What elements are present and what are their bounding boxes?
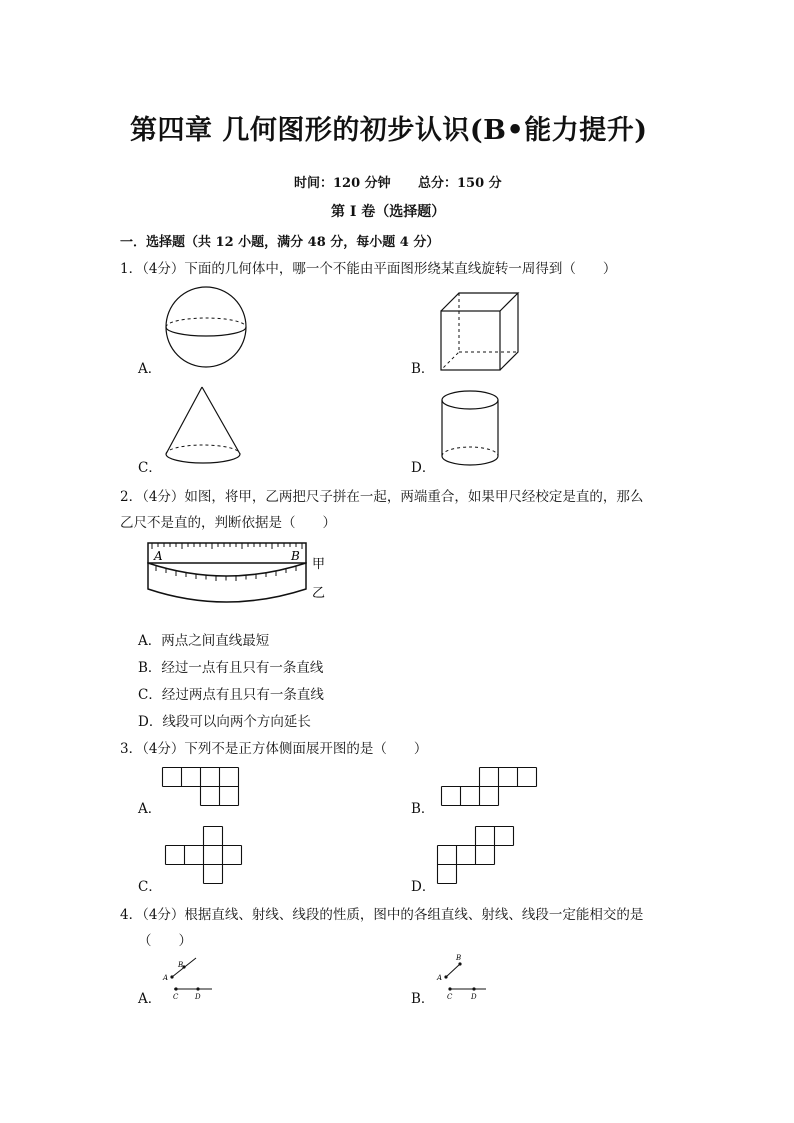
question-4-line-1: 4．（4分）根据直线、射线、线段的性质，图中的各组直线、射线、线段一定能相交的是 [120,907,644,923]
ruler-yi-label: 乙 [312,586,326,601]
cube-figure [440,292,520,372]
net-b-figure [441,767,541,807]
volume-heading: 第 I 卷（选择题） [331,204,446,220]
q1-option-c-label: C． [138,460,162,476]
time-label: 时间：120 分钟 [294,176,391,191]
section-heading: 一．选择题（共 12 小题，满分 48 分，每小题 4 分） [120,235,440,250]
score-label: 总分：150 分 [418,176,502,191]
ruler-jia-label: 甲 [312,557,326,572]
q4b-label-a: A [437,974,443,982]
ruler-point-a: A [154,549,163,563]
net-d-figure [437,826,517,886]
q4a-label-a: A [163,974,169,982]
question-2-line-2: 乙尺不是直的，判断依据是（ ） [120,515,336,531]
page-title: 第四章 几何图形的初步认识(B•能力提升) [130,115,648,146]
q3-option-d-label: D． [411,879,436,895]
q2-option-d: D．线段可以向两个方向延长 [138,714,311,730]
q4-figure-b [436,955,496,1005]
q4-figure-a [162,955,222,1005]
question-3: 3．（4分）下列不是正方体侧面展开图的是（ ） [120,741,428,757]
q1-option-d-label: D． [411,460,436,476]
q2-option-c: C．经过两点有且只有一条直线 [138,687,324,703]
q4b-label-b: B [456,954,462,962]
cylinder-figure [441,390,501,470]
q4a-label-d: D [195,993,201,1001]
question-1: 1．（4分）下面的几何体中，哪一个不能由平面图形绕某直线旋转一周得到（ ） [120,261,617,277]
q4b-label-d: D [471,993,477,1001]
sphere-figure [160,286,252,372]
question-4-line-2: （ ） [138,933,192,949]
net-c-figure [165,826,245,886]
q4a-label-b: B [178,961,184,969]
q2-option-a: A．两点之间直线最短 [138,633,270,649]
q4b-label-c: C [447,993,453,1001]
cone-figure [164,386,244,470]
q4-option-a-label: A． [138,991,162,1007]
q1-option-b-label: B． [411,361,435,377]
q1-option-a-label: A． [138,361,162,377]
q4-option-b-label: B． [411,991,435,1007]
q3-option-c-label: C． [138,879,162,895]
rulers-figure [146,541,326,611]
question-2-line-1: 2．（4分）如图，将甲，乙两把尺子拼在一起，两端重合，如果甲尺经校定是直的，那么 [120,489,644,505]
q3-option-a-label: A． [138,801,162,817]
net-a-figure [162,767,242,807]
q3-option-b-label: B． [411,801,435,817]
ruler-point-b: B [291,549,300,563]
q2-option-b: B．经过一点有且只有一条直线 [138,660,324,676]
q4a-label-c: C [173,993,179,1001]
